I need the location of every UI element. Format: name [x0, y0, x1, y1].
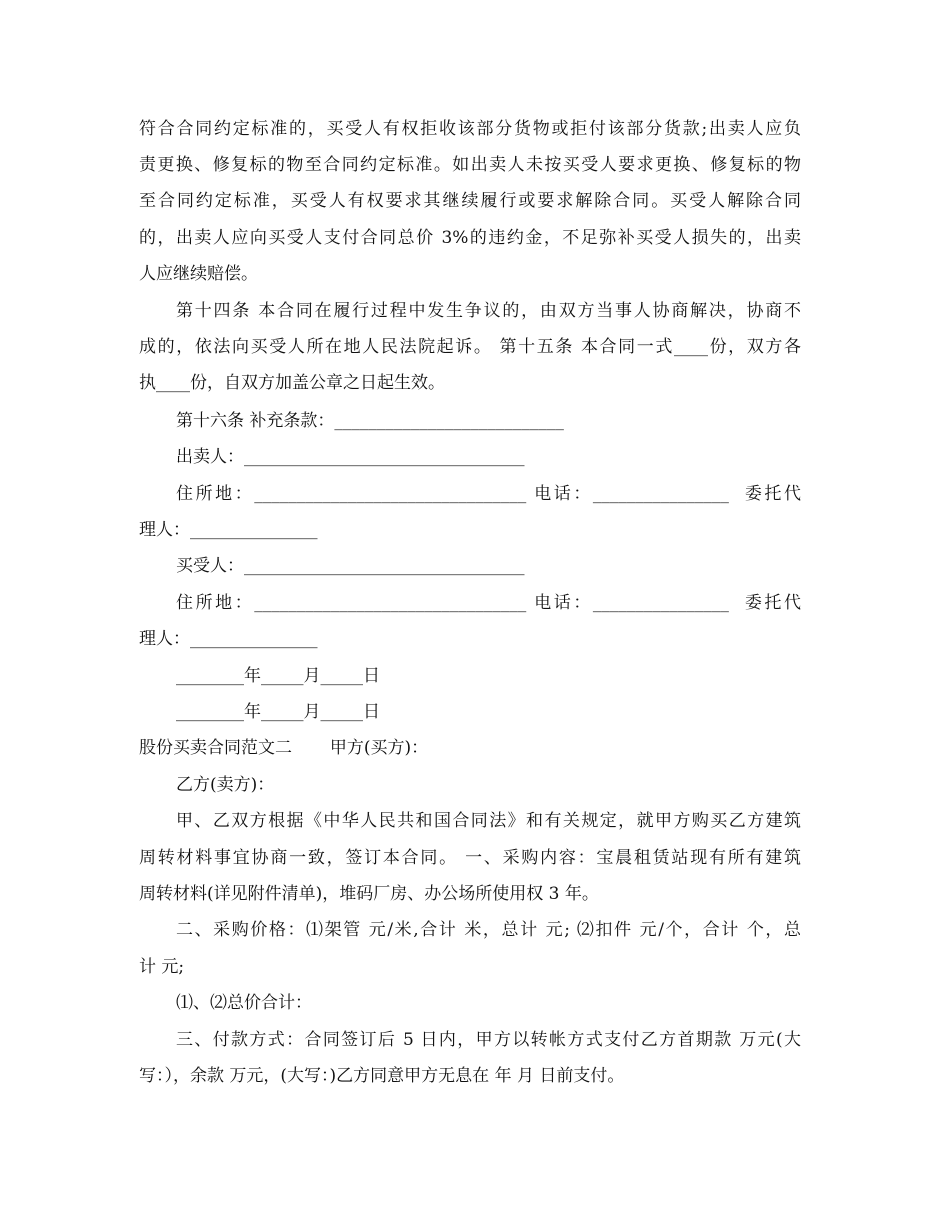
seller-agent-field: 理人：_______________ [139, 520, 318, 540]
seller-address-field: 住所地：________________________________ 电话：________________ 委托代 [176, 484, 801, 504]
text-line: 二、采购价格：⑴架管 元/米,合计 米，总计 元; ⑵扣件 元/个，合计 个，总 [176, 920, 801, 940]
text-line: 计 元; [139, 957, 185, 977]
buyer-agent-field: 理人：_______________ [139, 629, 318, 649]
text-line: ⑴、⑵总价合计： [176, 993, 312, 1013]
text-line: 符合合同约定标准的，买受人有权拒收该部分货物或拒付该部分货款;出卖人应负 [139, 119, 801, 139]
text-line: 周转材料事宜协商一致，签订本合同。 一、采购内容：宝晨租赁站现有所有建筑 [139, 848, 801, 868]
text-line: 执____份，自双方加盖公章之日起生效。 [139, 373, 445, 393]
text-line: 写：），余款 万元，(大写：)乙方同意甲方无息在 年 月 日前支付。 [139, 1066, 625, 1086]
buyer-address-field: 住所地：________________________________ 电话：________________ 委托代 [176, 593, 801, 613]
text-line: 第十四条 本合同在履行过程中发生争议的，由双方当事人协商解决，协商不 [176, 301, 801, 321]
text-line: 成的，依法向买受人所在地人民法院起诉。 第十五条 本合同一式____份，双方各 [139, 337, 801, 357]
text-line: 的，出卖人应向买受人支付合同总价 3%的违约金，不足弥补买受人损失的，出卖 [139, 228, 801, 248]
text-line: 甲、乙双方根据《中华人民共和国合同法》和有关规定，就甲方购买乙方建筑 [176, 811, 801, 831]
buyer-field: 买受人：_________________________________ [176, 556, 525, 576]
party-b-label: 乙方(卖方)： [176, 775, 275, 795]
text-line: 至合同约定标准，买受人有权要求其继续履行或要求解除合同。买受人解除合同 [139, 191, 801, 211]
text-line: 三、付款方式：合同签订后 5 日内，甲方以转帐方式支付乙方首期款 万元(大 [176, 1030, 801, 1050]
seller-field: 出卖人：_________________________________ [176, 447, 525, 467]
section-title: 股份买卖合同范文二 甲方(买方)： [139, 738, 429, 758]
text-line: 责更换、修复标的物至合同约定标准。如出卖人未按买受人要求更换、修复标的物 [139, 155, 801, 175]
supplementary-clause-field: 第十六条 补充条款：___________________________ [176, 411, 564, 431]
date-field: ________年_____月_____日 [176, 702, 380, 722]
text-line: 人应继续赔偿。 [139, 264, 258, 284]
text-line: 周转材料(详见附件清单)，堆码厂房、办公场所使用权 3 年。 [139, 884, 599, 904]
date-field: ________年_____月_____日 [176, 666, 380, 686]
